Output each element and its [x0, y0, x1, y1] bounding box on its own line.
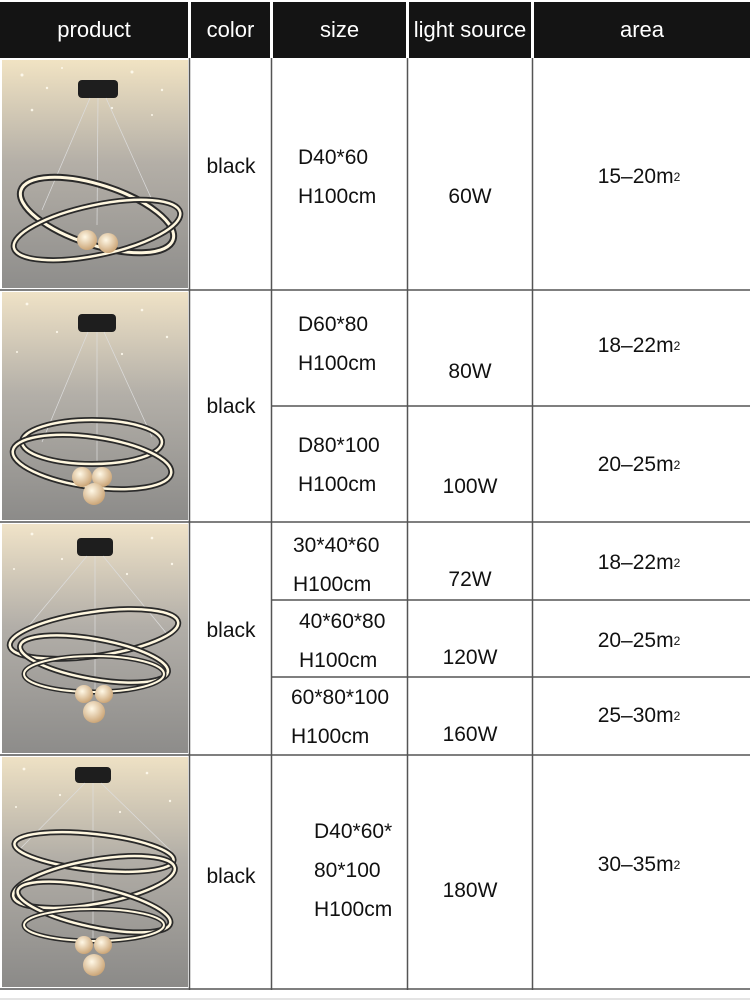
area-value: 18–22m: [597, 551, 674, 574]
size-height: H100cm: [291, 724, 370, 748]
area-unit-exponent: 2: [673, 858, 681, 872]
size-cell: [298, 427, 380, 505]
header-size: size: [273, 2, 406, 58]
area-value: 25–30m: [597, 704, 674, 727]
header-light-source: light source: [409, 2, 531, 58]
size-dimensions-cont: 80*100: [314, 858, 381, 882]
area-cell: [534, 699, 744, 733]
wattage-cell: 120W: [442, 646, 498, 669]
area-value: 15–20m: [597, 165, 674, 188]
size-height: H100cm: [298, 472, 377, 496]
header-color: color: [191, 2, 270, 58]
size-cell: [299, 603, 385, 681]
area-unit-exponent: 2: [673, 709, 681, 723]
area-cell: [534, 848, 744, 882]
wattage-cell: 160W: [442, 723, 498, 746]
size-dimensions: D80*100: [298, 434, 380, 457]
wattage-cell: 72W: [448, 568, 492, 591]
area-value: 20–25m: [597, 629, 674, 652]
size-cell: [298, 306, 376, 384]
product-image-4-ring: [2, 524, 188, 753]
area-cell: [534, 546, 744, 580]
area-unit-exponent: 2: [673, 556, 681, 570]
header-product: product: [0, 2, 188, 58]
product-image-5-ring: [2, 757, 188, 987]
area-unit-exponent: 2: [673, 458, 681, 472]
area-cell: [534, 160, 744, 194]
color-cell: black: [206, 865, 256, 888]
wattage-cell: 100W: [442, 475, 498, 498]
color-cell: black: [206, 155, 256, 178]
wattage-cell: 60W: [448, 185, 492, 208]
product-image-2-ring: [2, 60, 188, 288]
size-dimensions: D60*80: [298, 313, 369, 336]
header-area: area: [534, 2, 750, 58]
area-value: 30–35m: [597, 853, 674, 876]
size-height: H100cm: [298, 184, 377, 208]
size-height: H100cm: [299, 648, 378, 672]
area-cell: [534, 624, 744, 658]
size-cell: [291, 679, 389, 757]
wattage-cell: 80W: [448, 360, 492, 383]
area-unit-exponent: 2: [673, 634, 681, 648]
area-value: 20–25m: [597, 453, 674, 476]
wattage-cell: 180W: [442, 879, 498, 902]
area-cell: [534, 329, 744, 363]
size-cell: [293, 527, 379, 605]
area-value: 18–22m: [597, 334, 674, 357]
size-height: H100cm: [293, 572, 372, 596]
area-unit-exponent: 2: [673, 339, 681, 353]
size-height: H100cm: [314, 897, 393, 921]
color-cell: black: [206, 619, 256, 642]
size-cell: [298, 139, 376, 217]
size-dimensions: D40*60: [298, 146, 369, 169]
product-image-3-ring: [2, 292, 188, 520]
size-dimensions: D40*60*: [314, 820, 393, 843]
area-cell: [534, 448, 744, 482]
size-dimensions: 40*60*80: [299, 610, 386, 633]
area-unit-exponent: 2: [673, 170, 681, 184]
size-dimensions: 60*80*100: [291, 686, 390, 709]
color-cell: black: [206, 395, 256, 418]
size-height: H100cm: [298, 351, 377, 375]
size-cell: [314, 813, 392, 930]
size-dimensions: 30*40*60: [293, 534, 380, 557]
